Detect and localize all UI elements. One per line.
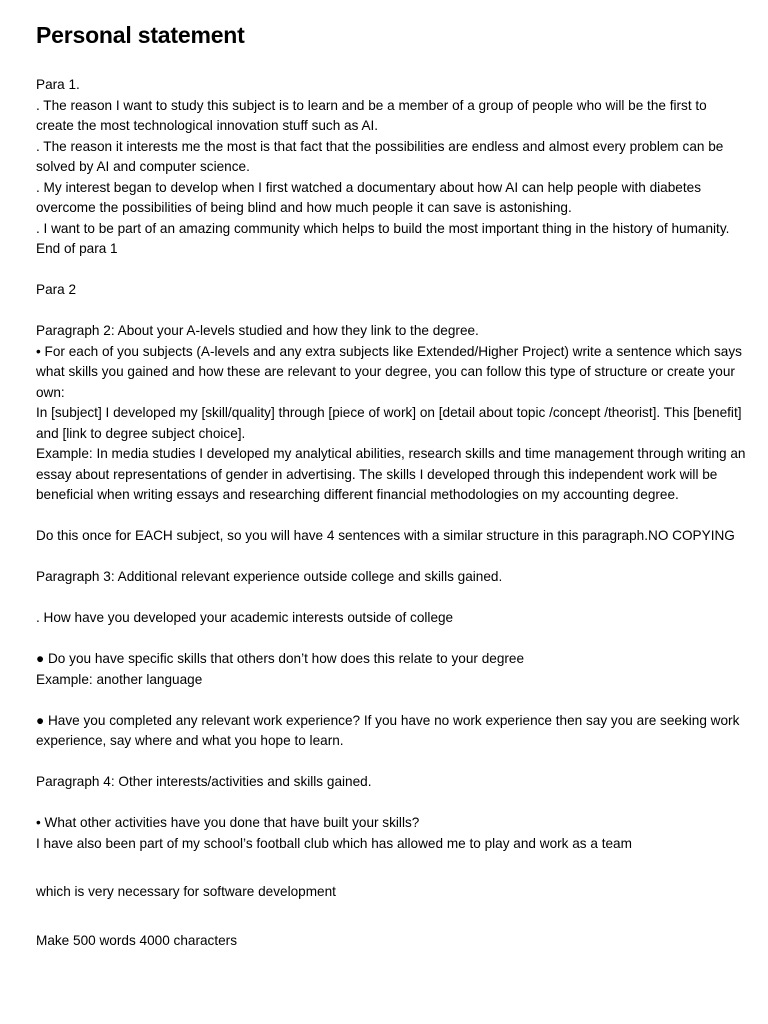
blank-line [36, 629, 748, 650]
document-page [36, 20, 748, 951]
text-line-continuation: which is very necessary for software development [36, 884, 336, 899]
blank-line [36, 690, 748, 711]
blank-line [36, 588, 748, 609]
text-line: ● Have you completed any relevant work experience? If you have no work experience then say you are seeking work experience, say where and what you hope to learn. [36, 712, 740, 748]
blank-line [36, 506, 748, 527]
blank-line [36, 752, 748, 773]
blank-line [36, 547, 748, 568]
text-line: Paragraph 2: About your A-levels studied and how they link to the degree. [36, 323, 479, 338]
text-line: I have also been part of my school’s football club which has allowed me to play and work as a team [36, 835, 632, 851]
text-line: End of para 1 [36, 241, 118, 256]
final-instruction-line: Make 500 words 4000 characters [36, 932, 237, 948]
text-line: . How have you developed your academic interests outside of college [36, 610, 454, 625]
document-body [36, 75, 748, 854]
spacer [36, 903, 748, 931]
text-line: Do this once for EACH subject, so you will have 4 sentences with a similar structure in this paragraph.NO COPYING [36, 528, 735, 543]
blank-line [36, 793, 748, 814]
text-line: Example: In media studies I developed my analytical abilities, research skills and time management through writing an essay about representations of gender in advertising. The skills I developed through this independent work will be beneficial when writing essays and researching different financial methodologies on my accounting degree. [36, 446, 746, 502]
blank-line [36, 260, 748, 281]
text-line: Paragraph 4: Other interests/activities and skills gained. [36, 774, 372, 789]
text-line: Para 2 [36, 282, 77, 297]
text-line: • What other activities have you done that have built your skills? [36, 815, 420, 830]
document-title: Personal statement [36, 22, 245, 48]
text-line: Paragraph 3: Additional relevant experience outside college and skills gained. [36, 569, 503, 584]
blank-line [36, 301, 748, 322]
text-line: • For each of you subjects (A-levels and any extra subjects like Extended/Higher Project) write a sentence which says what skills you gained and how these are relevant to your degree, you can follow this type of structure or create your own: [36, 343, 742, 400]
text-line: . The reason I want to study this subject is to learn and be a member of a group of people who will be the first to create the most technological innovation stuff such as AI. [36, 97, 707, 133]
text-line: . I want to be part of an amazing community which helps to build the most important thing in the history of humanity. [36, 220, 730, 236]
text-line: In [subject] I developed my [skill/quality] through [piece of work] on [detail about topic /concept /theorist]. This [benefit] and [link to degree subject choice]. [36, 405, 742, 441]
text-line: Para 1. [36, 77, 80, 92]
text-line: . The reason it interests me the most is that fact that the possibilities are endless and almost every problem can be solved by AI and computer science. [36, 138, 724, 174]
text-line: . My interest began to develop when I first watched a documentary about how AI can help people with diabetes overcome the possibilities of being blind and how much people it can save is astonishing. [36, 179, 701, 215]
text-line: Example: another language [36, 671, 203, 687]
text-line: ● Do you have specific skills that others don’t how does this relate to your degree [36, 651, 525, 666]
spacer [36, 854, 748, 882]
